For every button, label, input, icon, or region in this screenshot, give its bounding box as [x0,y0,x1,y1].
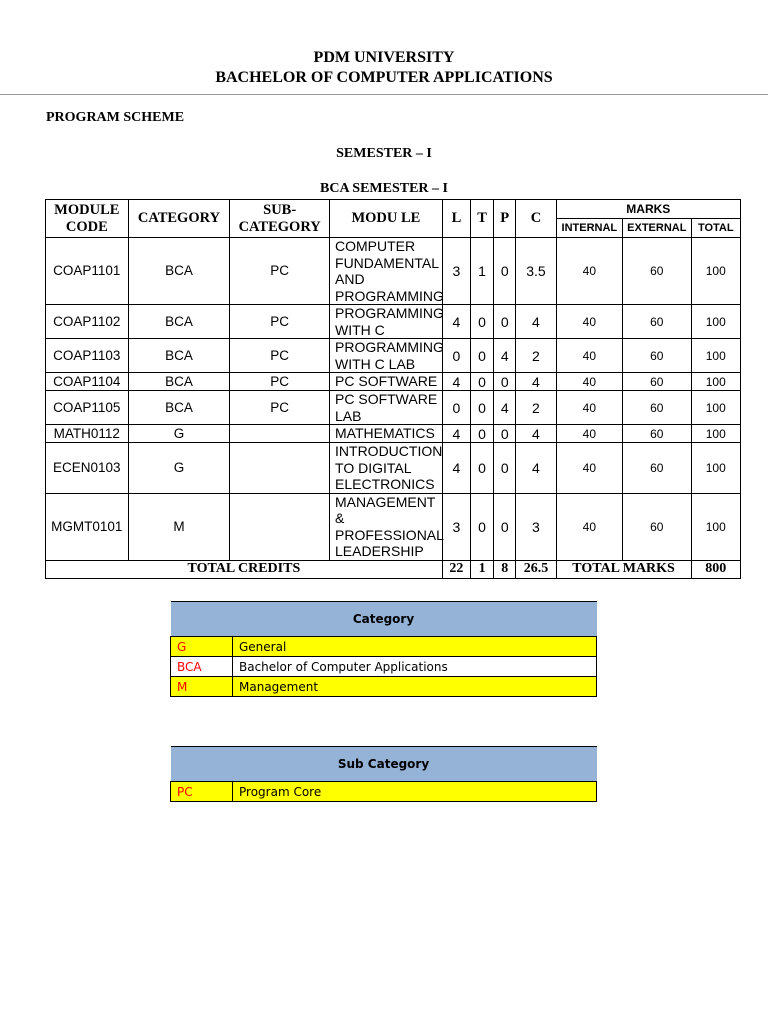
total: 100 [691,238,740,305]
col-marks: MARKS [556,200,740,219]
p: 0 [494,443,516,494]
sub-category: PC [230,339,330,373]
table-row [46,373,741,391]
external: 60 [623,305,691,339]
total-credits-label: TOTAL CREDITS [46,560,443,578]
t: 1 [471,238,494,305]
sub-category: PC [230,238,330,305]
l: 4 [442,425,470,443]
l: 3 [442,493,470,560]
module-name: COMPUTER FUNDAMENTAL AND PROGRAMMING [330,238,443,305]
module-name: INTRODUCTION TO DIGITAL ELECTRONICS [330,443,443,494]
category: BCA [128,373,230,391]
legend-code: G [171,637,233,657]
p: 0 [494,493,516,560]
col-c: C [516,200,556,238]
module-code: MATH0112 [46,425,129,443]
category-legend-title: Category [171,602,597,637]
total-marks-label: TOTAL MARKS [556,560,691,578]
university-name: PDM UNIVERSITY [313,49,455,66]
module-name: PROGRAMMING WITH C [330,305,443,339]
module-code: ECEN0103 [46,443,129,494]
sub-category: PC [230,391,330,425]
module-code: COAP1101 [46,238,129,305]
external: 60 [623,238,691,305]
external: 60 [623,443,691,494]
sub-category: PC [230,305,330,339]
legend-row [171,782,597,802]
c: 4 [516,373,556,391]
legend-row [171,677,597,697]
l: 0 [442,391,470,425]
module-code: COAP1102 [46,305,129,339]
col-external: EXTERNAL [623,219,691,238]
sub-category [230,493,330,560]
category: BCA [128,305,230,339]
total-marks: 800 [691,560,740,578]
total: 100 [691,373,740,391]
module-name: PC SOFTWARE LAB [330,391,443,425]
program-name: BACHELOR OF COMPUTER APPLICATIONS [215,69,553,86]
subcategory-legend [170,746,597,802]
legend-label: General [233,637,597,657]
l: 4 [442,373,470,391]
module-name: MANAGEMENT & PROFESSIONAL LEADERSHIP [330,493,443,560]
program-scheme-table [45,199,741,579]
p: 4 [494,339,516,373]
category: BCA [128,238,230,305]
t: 0 [471,305,494,339]
category: G [128,443,230,494]
module-code: MGMT0101 [46,493,129,560]
legend-label: Management [233,677,597,697]
module-code: COAP1104 [46,373,129,391]
internal: 40 [556,373,622,391]
l: 3 [442,238,470,305]
c: 3 [516,493,556,560]
sub-category: PC [230,373,330,391]
legend-row [171,657,597,677]
category: BCA [128,339,230,373]
legend-code: M [171,677,233,697]
col-module: MODU LE [330,200,443,238]
total: 100 [691,443,740,494]
l: 0 [442,339,470,373]
subcategory-legend-title: Sub Category [171,747,597,782]
col-internal: INTERNAL [556,219,622,238]
p: 0 [494,425,516,443]
table-row [46,443,741,494]
col-p: P [494,200,516,238]
c: 4 [516,443,556,494]
table-row [46,493,741,560]
c: 3.5 [516,238,556,305]
col-l: L [442,200,470,238]
total-t: 1 [471,560,494,578]
total: 100 [691,391,740,425]
p: 0 [494,305,516,339]
semester-title: SEMESTER – I [336,146,432,161]
total: 100 [691,305,740,339]
program-scheme-label: PROGRAM SCHEME [46,110,185,125]
t: 0 [471,339,494,373]
legend-row [171,637,597,657]
total: 100 [691,493,740,560]
module-name: MATHEMATICS [330,425,443,443]
t: 0 [471,425,494,443]
external: 60 [623,339,691,373]
col-sub-category: SUB-CATEGORY [230,200,330,238]
category: M [128,493,230,560]
category-legend [170,601,597,697]
table-row [46,339,741,373]
internal: 40 [556,425,622,443]
col-total: TOTAL [691,219,740,238]
c: 4 [516,305,556,339]
legend-code: PC [171,782,233,802]
c: 2 [516,339,556,373]
table-row [46,238,741,305]
legend-label: Bachelor of Computer Applications [233,657,597,677]
external: 60 [623,373,691,391]
internal: 40 [556,238,622,305]
internal: 40 [556,305,622,339]
col-t: T [471,200,494,238]
p: 0 [494,373,516,391]
total-l: 22 [442,560,470,578]
totals-row [46,560,741,578]
legend-label: Program Core [233,782,597,802]
internal: 40 [556,339,622,373]
t: 0 [471,493,494,560]
sub-category [230,443,330,494]
external: 60 [623,493,691,560]
module-code: COAP1103 [46,339,129,373]
legend-code: BCA [171,657,233,677]
c: 4 [516,425,556,443]
module-name: PC SOFTWARE [330,373,443,391]
external: 60 [623,425,691,443]
total-c: 26.5 [516,560,556,578]
table-row [46,305,741,339]
module-code: COAP1105 [46,391,129,425]
col-category: CATEGORY [128,200,230,238]
t: 0 [471,391,494,425]
module-name: PROGRAMMING WITH C LAB [330,339,443,373]
t: 0 [471,373,494,391]
l: 4 [442,443,470,494]
category: G [128,425,230,443]
sub-category [230,425,330,443]
total: 100 [691,339,740,373]
internal: 40 [556,443,622,494]
t: 0 [471,443,494,494]
p: 0 [494,238,516,305]
p: 4 [494,391,516,425]
header-divider [0,94,768,95]
total-p: 8 [494,560,516,578]
table-row [46,391,741,425]
col-module-code: MODULE CODE [46,200,129,238]
internal: 40 [556,493,622,560]
table-title: BCA SEMESTER – I [320,181,448,196]
total: 100 [691,425,740,443]
category: BCA [128,391,230,425]
c: 2 [516,391,556,425]
table-row [46,425,741,443]
internal: 40 [556,391,622,425]
l: 4 [442,305,470,339]
external: 60 [623,391,691,425]
